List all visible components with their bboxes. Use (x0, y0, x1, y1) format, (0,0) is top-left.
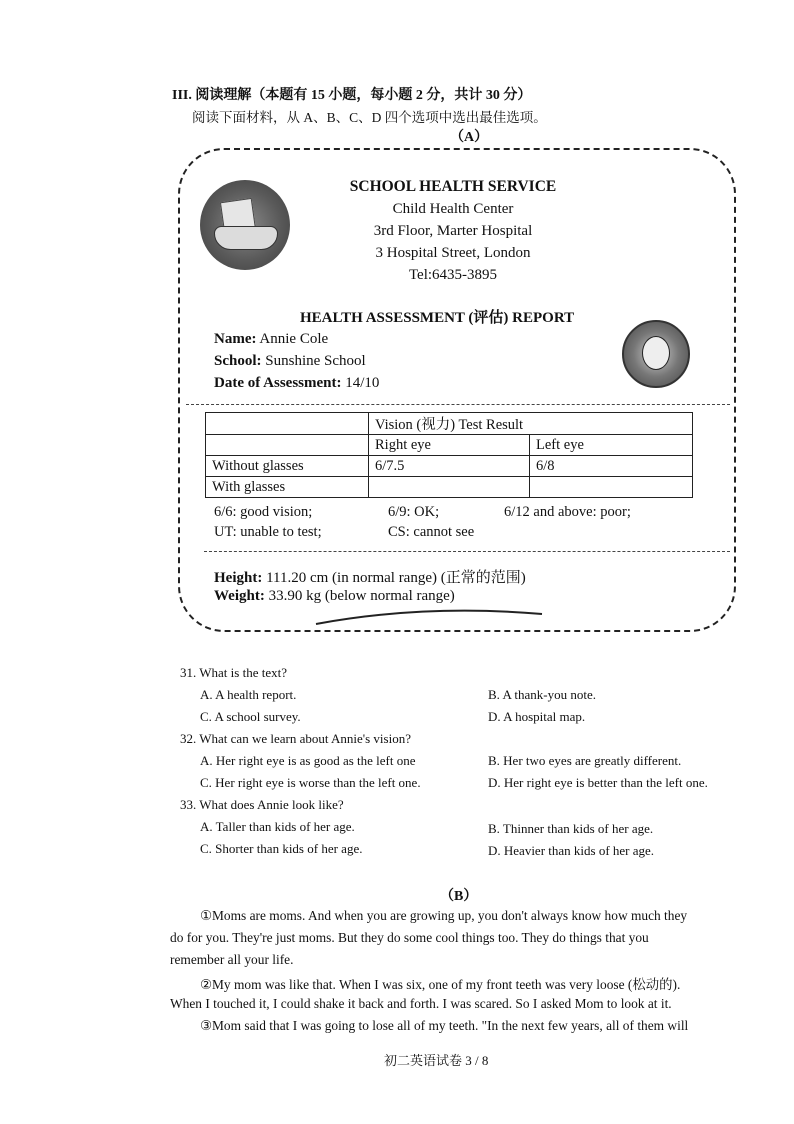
question-31: 31. What is the text? (180, 665, 287, 680)
paragraph-line: remember all your life. (170, 952, 294, 967)
weight-label: Weight: (214, 588, 265, 604)
weight-value: 33.90 kg (below normal range) (264, 588, 455, 604)
option-32-a: A. Her right eye is as good as the left one (200, 753, 416, 768)
page-footer: 初二英语试卷 3 / 8 (384, 1053, 489, 1068)
table-row (206, 477, 693, 498)
report-title: HEALTH ASSESSMENT (评估) REPORT (300, 310, 575, 326)
divider-top (186, 404, 730, 405)
part-b-label: （B） (440, 889, 478, 904)
right-eye-value (369, 477, 530, 498)
left-eye-value: 6/8 (530, 456, 693, 477)
date-row (214, 375, 379, 392)
question-33: 33. What does Annie look like? (180, 797, 344, 812)
option-31-a: A. A health report. (200, 687, 297, 702)
vision-table (205, 412, 693, 498)
divider-bottom (204, 551, 730, 552)
table-row (206, 456, 693, 477)
option-33-c: C. Shorter than kids of her age. (200, 841, 363, 856)
legend-good: 6/6: good vision; (214, 504, 313, 520)
floor-line: 3rd Floor, Marter Hospital (373, 223, 533, 239)
section-instruction: 阅读下面材料，从 A、B、C、D 四个选项中选出最佳选项。 (192, 110, 547, 125)
weight-row (214, 588, 455, 605)
height-value: 111.20 cm (in normal range) (正常的范围) (262, 570, 526, 586)
option-31-b: B. A thank-you note. (488, 687, 596, 702)
height-row (214, 566, 526, 587)
school-label: School: (214, 353, 262, 369)
row-label: With glasses (206, 477, 369, 498)
option-31-d: D. A hospital map. (488, 709, 586, 724)
legend-ok: 6/9: OK; (388, 504, 440, 520)
option-32-d: D. Her right eye is better than the left one. (488, 775, 708, 790)
option-33-a: A. Taller than kids of her age. (200, 819, 355, 834)
right-eye-header: Right eye (369, 435, 530, 456)
date-value: 14/10 (341, 375, 380, 391)
name-value: Annie Cole (256, 331, 329, 347)
date-label: Date of Assessment: (214, 375, 342, 391)
row-label: Without glasses (206, 456, 369, 477)
option-33-d: D. Heavier than kids of her age. (488, 843, 655, 858)
report-header (318, 176, 588, 286)
school-row (214, 353, 366, 370)
option-32-b: B. Her two eyes are greatly different. (488, 753, 682, 768)
option-32-c: C. Her right eye is worse than the left one. (200, 775, 421, 790)
left-eye-header: Left eye (530, 435, 693, 456)
option-33-b: B. Thinner than kids of her age. (488, 821, 654, 836)
paragraph-line: When I touched it, I could shake it back and forth. I was scared. So I asked Mom to look at it. (170, 996, 672, 1011)
vision-title: Vision (视力) Test Result (369, 413, 693, 435)
vision-empty-cell (206, 435, 369, 456)
org-name: SCHOOL HEALTH SERVICE (349, 178, 557, 195)
name-row (214, 331, 328, 348)
signature-curve (314, 608, 546, 628)
portrait-stamp-icon (622, 320, 690, 388)
height-label: Height: (214, 570, 263, 586)
part-a-label: （A） (450, 130, 489, 145)
tel-line: Tel:6435-3895 (408, 267, 498, 283)
name-label: Name: (214, 331, 257, 347)
paragraph-line: ②My mom was like that. When I was six, one of my front teeth was very loose (松动的). (200, 977, 681, 992)
medical-hand-logo-icon (200, 180, 290, 270)
address-line: 3 Hospital Street, London (375, 245, 531, 261)
legend-cs: CS: cannot see (388, 524, 475, 540)
paragraph-line: ①Moms are moms. And when you are growing up, you don't always know how much they (200, 908, 688, 923)
right-eye-value: 6/7.5 (369, 456, 530, 477)
school-value: Sunshine School (261, 353, 366, 369)
paragraph-line: do for you. They're just moms. But they do some cool things too. They do things that you (170, 930, 649, 945)
left-eye-value (530, 477, 693, 498)
center-name: Child Health Center (392, 201, 514, 217)
vision-corner-cell (206, 413, 369, 435)
option-31-c: C. A school survey. (200, 709, 301, 724)
legend-ut: UT: unable to test; (214, 524, 322, 540)
paragraph-line: ③Mom said that I was going to lose all of my teeth. "In the next few years, all of them will (200, 1018, 689, 1033)
legend-poor: 6/12 and above: poor; (504, 504, 631, 520)
section-title: III. 阅读理解（本题有 15 小题，每小题 2 分，共计 30 分） (172, 88, 532, 103)
question-32: 32. What can we learn about Annie's vision? (180, 731, 411, 746)
